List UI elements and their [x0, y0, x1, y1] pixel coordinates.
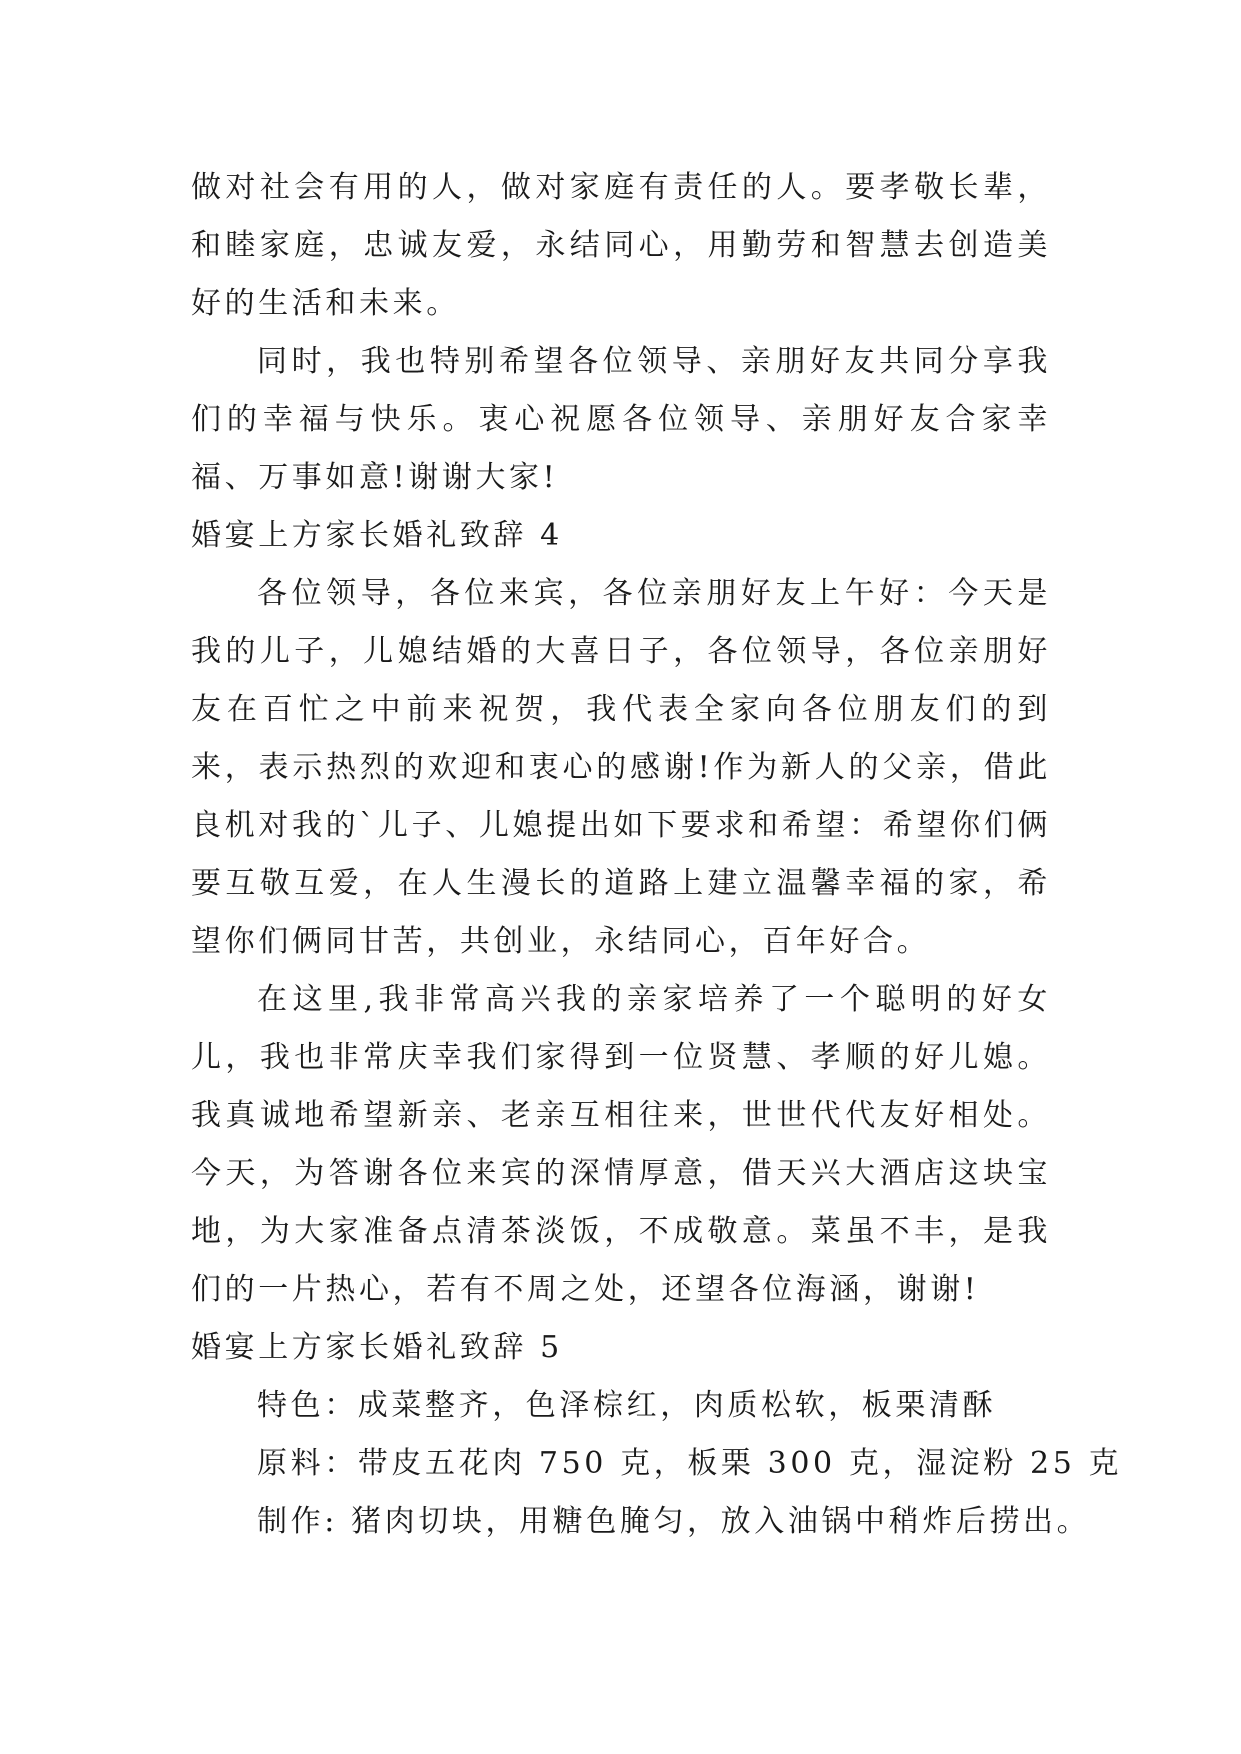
section-heading-5: 婚宴上方家长婚礼致辞 5 — [191, 1330, 563, 1365]
paragraph-wishes: 同时，我也特别希望各位领导、亲朋好友共同分享我们的幸福与快乐。衷心祝愿各位领导、亲朋好友合家幸福、万事如意!谢谢大家! — [191, 344, 1051, 495]
paragraph-speech-4-b: 在这里,我非常高兴我的亲家培养了一个聪明的好女儿，我也非常庆幸我们家得到一位贤慧、孝顺的好儿媳。我真诚地希望新亲、老亲互相往来，世世代代友好相处。今天，为答谢各位来宾的深情厚意，借天兴大酒店这块宝地，为大家准备点清茶淡饭，不成敬意。菜虽不丰，是我们的一片热心，若有不周之处，还望各位海涵，谢谢! — [191, 982, 1051, 1307]
recipe-feature-line: 特色：成菜整齐，色泽棕红，肉质松软，板栗清酥 — [257, 1388, 997, 1423]
paragraph-speech-4-a: 各位领导，各位来宾，各位亲朋好友上午好：今天是我的儿子，儿媳结婚的大喜日子，各位领导，各位亲朋好友在百忙之中前来祝贺，我代表全家向各位朋友们的到来，表示热烈的欢迎和衷心的感谢!作为新人的父亲，借此良机对我的`儿子、儿媳提出如下要求和希望：希望你们俩要互敬互爱，在人生漫长的道路上建立温馨幸福的家，希望你们俩同甘苦，共创业，永结同心，百年好合。 — [191, 576, 1051, 959]
recipe-ingredients-line: 原料：带皮五花肉 750 克，板栗 300 克，湿淀粉 25 克 — [257, 1446, 1123, 1481]
document-body — [191, 159, 1123, 1551]
section-heading-4: 婚宴上方家长婚礼致辞 4 — [191, 518, 563, 553]
paragraph-continuation: 做对社会有用的人，做对家庭有责任的人。要孝敬长辈，和睦家庭，忠诚友爱，永结同心，用勤劳和智慧去创造美好的生活和未来。 — [191, 170, 1051, 321]
recipe-method-line: 制作: 猪肉切块，用糖色腌匀，放入油锅中稍炸后捞出。 — [257, 1504, 1091, 1539]
